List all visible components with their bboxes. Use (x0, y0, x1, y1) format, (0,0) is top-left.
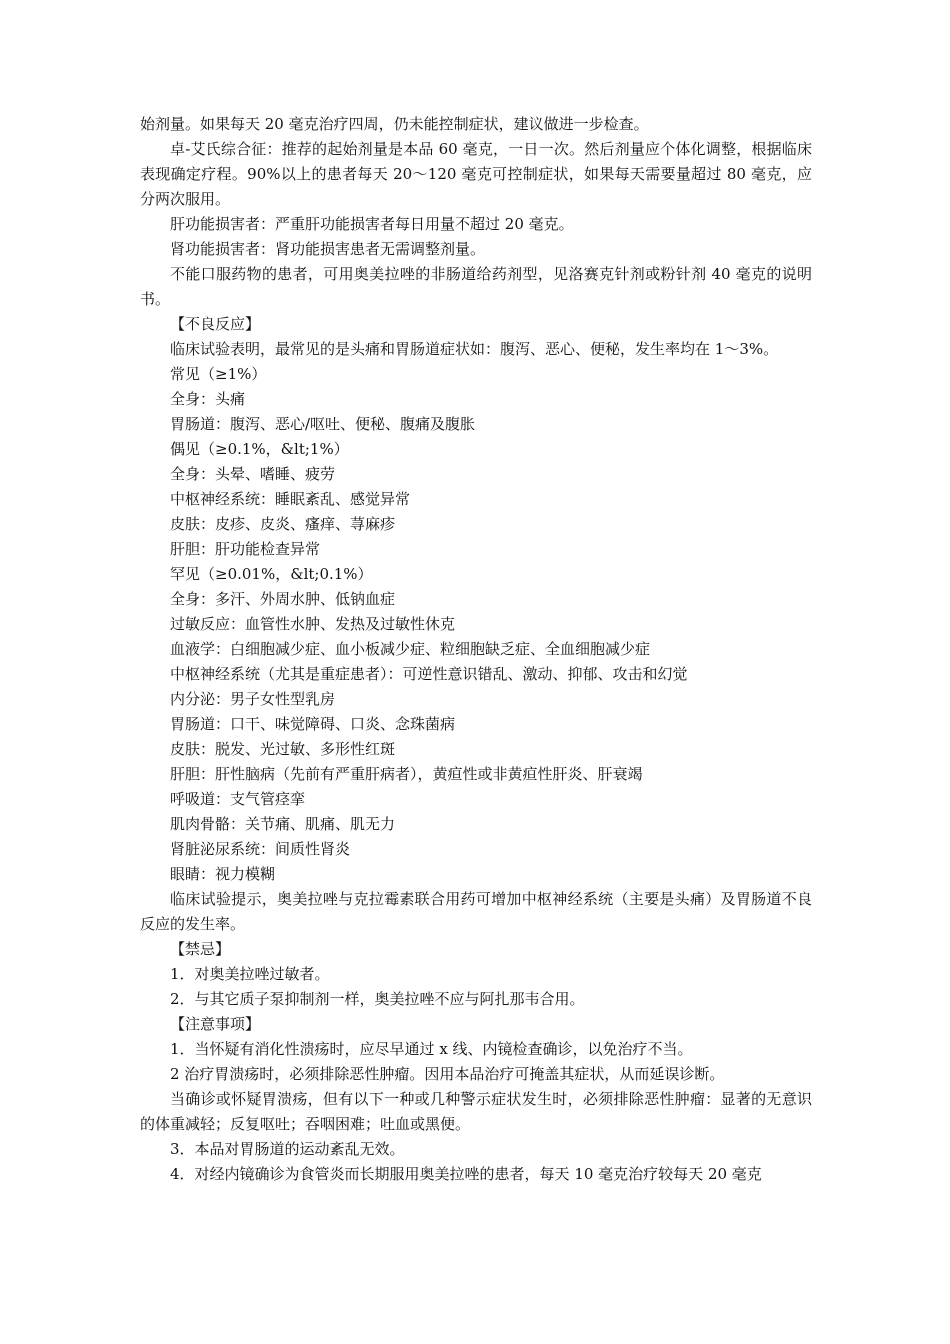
list-item: 肝胆：肝性脑病（先前有严重肝病者），黄疸性或非黄疸性肝炎、肝衰竭 (170, 765, 643, 783)
list-item: 胃肠道：腹泻、恶心/呕吐、便秘、腹痛及腹胀 (170, 415, 476, 433)
list-item: 中枢神经系统：睡眠紊乱、感觉异常 (170, 490, 411, 508)
list-item: 2 治疗胃溃疡时，必须排除恶性肿瘤。因用本品治疗可掩盖其症状，从而延误诊断。 (170, 1065, 725, 1083)
list-item: 眼睛：视力模糊 (170, 865, 276, 883)
list-item: 3．本品对胃肠道的运动紊乱无效。 (170, 1140, 405, 1158)
list-item: 1．对奥美拉唑过敏者。 (170, 965, 330, 983)
list-item: 常见（≥1%） (170, 365, 267, 383)
list-item: 肌肉骨骼：关节痛、肌痛、肌无力 (170, 815, 396, 833)
section-heading-contraindications: 【禁忌】 (170, 940, 231, 958)
list-item: 胃肠道：口干、味觉障碍、口炎、念珠菌病 (170, 715, 456, 733)
paragraph-clarithromycin-note: 临床试验提示，奥美拉唑与克拉霉素联合用药可增加中枢神经系统（主要是头痛）及胃肠道不良反应的发生率。 (140, 890, 812, 933)
list-item: 呼吸道：支气管痉挛 (170, 790, 306, 808)
list-item: 皮肤：皮疹、皮炎、瘙痒、荨麻疹 (170, 515, 396, 533)
list-item: 全身：头痛 (170, 390, 246, 408)
list-item: 1．当怀疑有消化性溃疡时，应尽早通过 x 线、内镜检查确诊，以免治疗不当。 (170, 1040, 693, 1058)
list-item: 4．对经内镜确诊为食管炎而长期服用奥美拉唑的患者，每天 10 毫克治疗较每天 20 毫克 (170, 1165, 762, 1183)
list-item: 内分泌：男子女性型乳房 (170, 690, 336, 708)
list-item: 全身：多汗、外周水肿、低钠血症 (170, 590, 396, 608)
list-item: 血液学：白细胞减少症、血小板减少症、粒细胞缺乏症、全血细胞减少症 (170, 640, 651, 658)
list-item: 偶见（≥0.1%，&lt;1%） (170, 440, 349, 458)
paragraph-malignancy-warning: 当确诊或怀疑胃溃疡，但有以下一种或几种警示症状发生时，必须排除恶性肿瘤：显著的无意识的体重减轻；反复呕吐；吞咽困难；吐血或黑便。 (140, 1090, 812, 1133)
paragraph-adverse-intro: 临床试验表明，最常见的是头痛和胃肠道症状如：腹泻、恶心、便秘，发生率均在 1～3%。 (170, 340, 779, 358)
paragraph-zollinger-ellison: 卓-艾氏综合征：推荐的起始剂量是本品 60 毫克，一日一次。然后剂量应个体化调整，根据临床表现确定疗程。90%以上的患者每天 20～120 毫克可控制症状，如果每天需要量超过 80 毫克，应分两次服用。 (140, 140, 812, 208)
paragraph-parenteral: 不能口服药物的患者，可用奥美拉唑的非肠道给药剂型，见洛赛克针剂或粉针剂 40 毫克的说明书。 (140, 265, 812, 308)
list-item: 肝胆：肝功能检查异常 (170, 540, 321, 558)
list-item: 全身：头晕、嗜睡、疲劳 (170, 465, 336, 483)
section-heading-precautions: 【注意事项】 (170, 1015, 261, 1033)
list-item: 中枢神经系统（尤其是重症患者）：可逆性意识错乱、激动、抑郁、攻击和幻觉 (170, 665, 688, 683)
paragraph-renal-impairment: 肾功能损害者：肾功能损害患者无需调整剂量。 (170, 240, 486, 258)
document-page (140, 112, 812, 1187)
list-item: 2．与其它质子泵抑制剂一样，奥美拉唑不应与阿扎那韦合用。 (170, 990, 585, 1008)
list-item: 过敏反应：血管性水肿、发热及过敏性休克 (170, 615, 456, 633)
paragraph-dosage-continuation: 始剂量。如果每天 20 毫克治疗四周，仍未能控制症状，建议做进一步检查。 (140, 115, 649, 133)
list-item: 罕见（≥0.01%，&lt;0.1%） (170, 565, 373, 583)
paragraph-hepatic-impairment: 肝功能损害者：严重肝功能损害者每日用量不超过 20 毫克。 (170, 215, 574, 233)
list-item: 肾脏泌尿系统：间质性肾炎 (170, 840, 351, 858)
section-heading-adverse-reactions: 【不良反应】 (170, 315, 261, 333)
list-item: 皮肤：脱发、光过敏、多形性红斑 (170, 740, 396, 758)
